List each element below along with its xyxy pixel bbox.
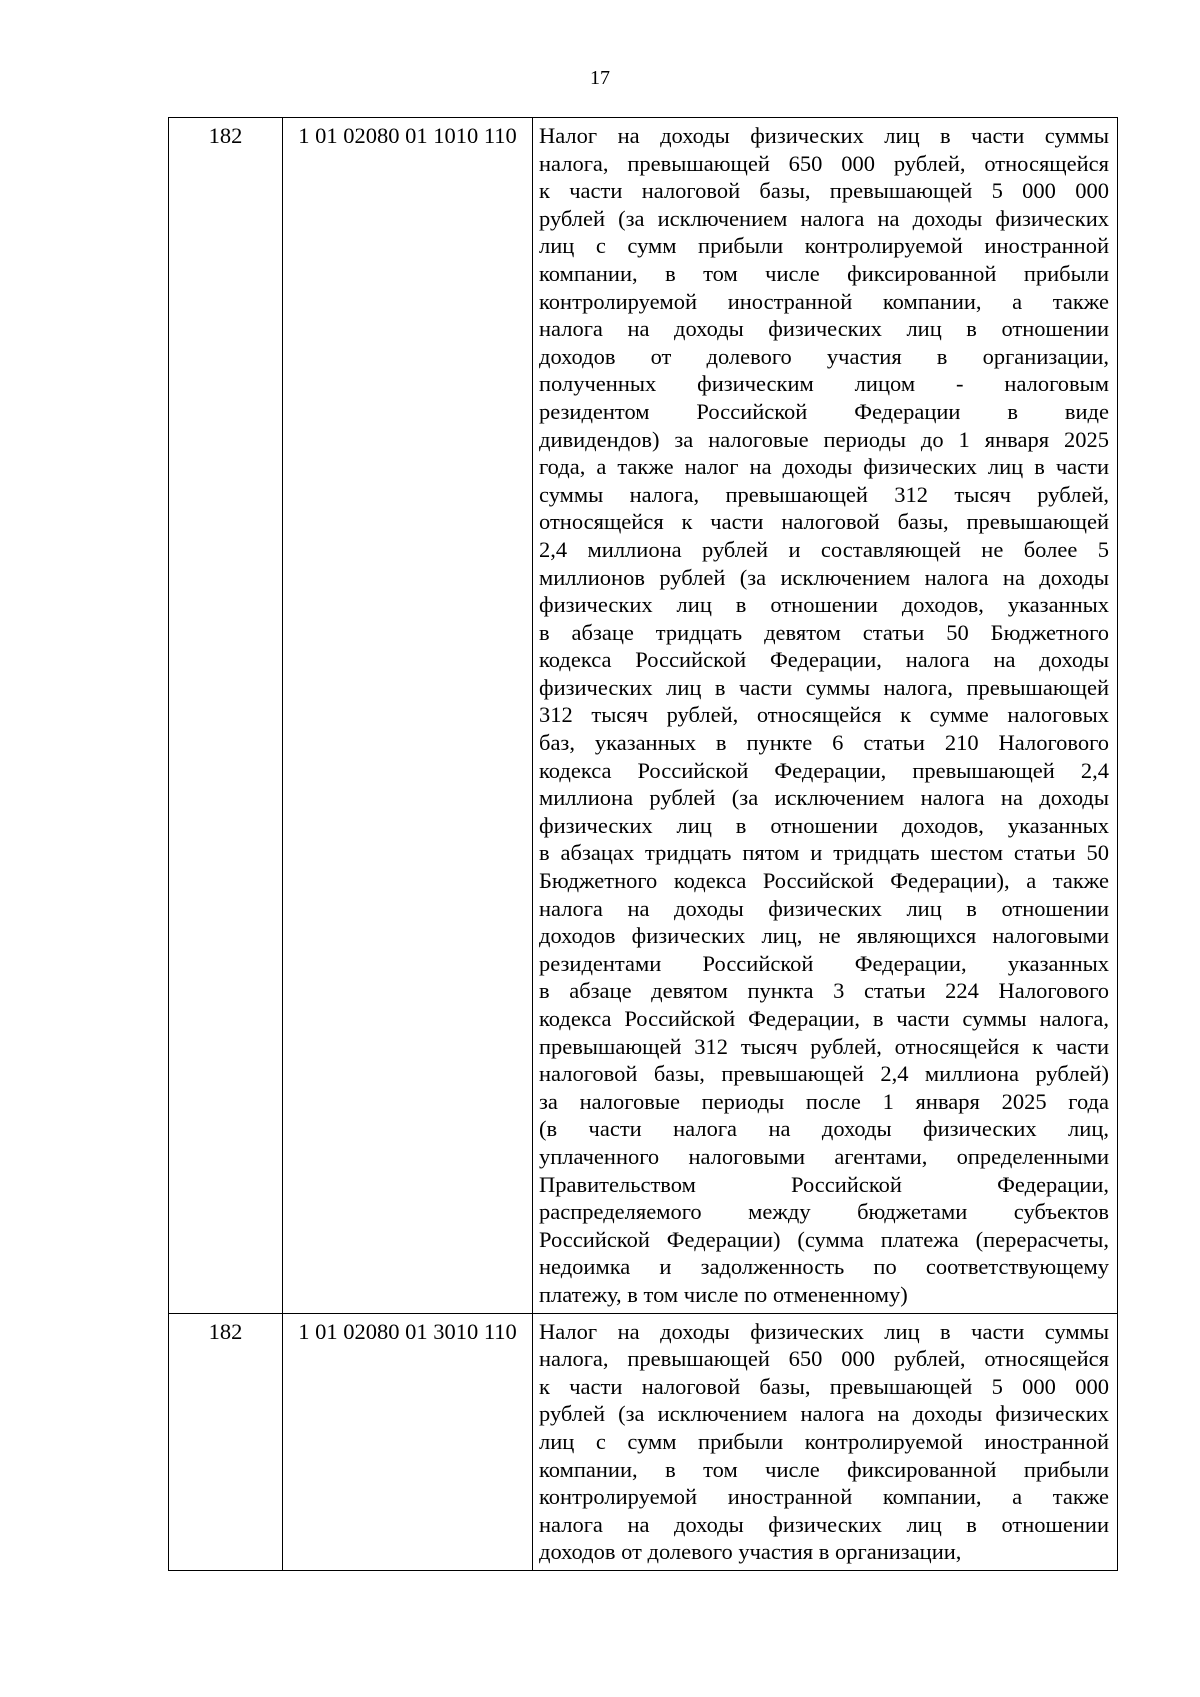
text-line: налога, превышающей 650 000 рублей, относящейся [539,1346,1109,1372]
table-body [169,118,1118,1571]
text-line: года, а также налог на доходы физических лиц в части [539,454,1109,480]
text-line: недоимка и задолженность по соответствующему [539,1254,1109,1280]
text-line: баз, указанных в пункте 6 статьи 210 Налогового [539,730,1109,756]
text-line: Налог на доходы физических лиц в части суммы [539,123,1109,148]
text-line: Правительством Российской Федерации, [539,1171,1109,1197]
text-line: относящейся к части налоговой базы, превышающей [539,509,1109,535]
text-line: миллиона рублей (за исключением налога на доходы [539,785,1109,811]
text-line: полученных физическим лицом - налоговым [539,371,1109,397]
text-line: компании, в том числе фиксированной прибыли [539,260,1109,286]
text-line: Бюджетного кодекса Российской Федерации), а также [539,868,1109,894]
text-line: компании, в том числе фиксированной прибыли [539,1456,1109,1482]
admin-code-cell: 182 [169,118,283,1314]
text-line: превышающей 312 тысяч рублей, относящейся к части [539,1033,1109,1059]
text-line: рублей (за исключением налога на доходы физических [539,1401,1109,1427]
text-line: кодекса Российской Федерации, налога на доходы [539,647,1109,673]
budget-code-cell: 1 01 02080 01 3010 110 [283,1313,533,1570]
text-line: 2,4 миллиона рублей и составляющей не более 5 [539,536,1109,562]
text-line: контролируемой иностранной компании, а также [539,1484,1109,1510]
text-line: физических лиц в отношении доходов, указанных [539,812,1109,838]
text-line: кодекса Российской Федерации, в части суммы налога, [539,1006,1109,1031]
text-line: налоговой базы, превышающей 2,4 миллиона рублей) [539,1061,1109,1087]
text-line: платежу, в том числе по отмененному) [539,1281,908,1307]
text-line: Российской Федерации) (сумма платежа (перерасчеты, [539,1226,1109,1252]
admin-code-cell: 182 [169,1313,283,1570]
text-line: налога на доходы физических лиц в отношении [539,895,1109,921]
text-line: за налоговые периоды после 1 января 2025 года [539,1088,1109,1114]
text-line: в абзаце тридцать девятом статьи 50 Бюджетного [539,619,1109,645]
text-line: налога на доходы физических лиц в отношении [539,316,1109,342]
text-line: физических лиц в отношении доходов, указанных [539,592,1109,618]
table-row [169,1313,1118,1570]
text-line: суммы налога, превышающей 312 тысяч рублей, [539,481,1109,507]
text-line: уплаченного налоговыми агентами, определенными [539,1143,1109,1169]
text-line: Налог на доходы физических лиц в части суммы [539,1318,1109,1344]
text-line: дивидендов) за налоговые периоды до 1 января 2025 [539,426,1109,452]
text-line: миллионов рублей (за исключением налога на доходы [539,564,1109,590]
text-line: (в части налога на доходы физических лиц, [539,1116,1109,1142]
income-name-cell [533,1313,1118,1570]
budget-classification-table [168,117,1118,1571]
text-line: налога, превышающей 650 000 рублей, относящейся [539,150,1109,176]
text-line: физических лиц в части суммы налога, превышающей [539,674,1109,700]
text-line: распределяемого между бюджетами субъектов [539,1199,1109,1225]
text-line: рублей (за исключением налога на доходы физических [539,205,1109,231]
text-line: доходов от долевого участия в организации, [539,1539,962,1565]
text-line: 312 тысяч рублей, относящейся к сумме налоговых [539,702,1109,728]
page-number: 17 [590,67,610,89]
text-line: резидентами Российской Федерации, указанных [539,950,1109,976]
income-name-cell [533,118,1118,1314]
text-line: налога на доходы физических лиц в отношении [539,1511,1109,1537]
text-line: лиц с сумм прибыли контролируемой иностранной [539,233,1109,259]
table-row [169,118,1118,1314]
text-line: резидентом Российской Федерации в виде [539,398,1109,424]
text-line: к части налоговой базы, превышающей 5 000 000 [539,1373,1109,1399]
text-line: лиц с сумм прибыли контролируемой иностранной [539,1428,1109,1454]
text-line: доходов от долевого участия в организации, [539,343,1109,369]
text-line: кодекса Российской Федерации, превышающей 2,4 [539,757,1109,783]
text-line: в абзацах тридцать пятом и тридцать шестом статьи 50 [539,840,1109,866]
text-line: контролируемой иностранной компании, а также [539,288,1109,314]
text-line: в абзаце девятом пункта 3 статьи 224 Налогового [539,978,1109,1004]
text-line: к части налоговой базы, превышающей 5 000 000 [539,178,1109,204]
text-line: доходов физических лиц, не являющихся налоговыми [539,923,1109,949]
budget-code-cell: 1 01 02080 01 1010 110 [283,118,533,1314]
